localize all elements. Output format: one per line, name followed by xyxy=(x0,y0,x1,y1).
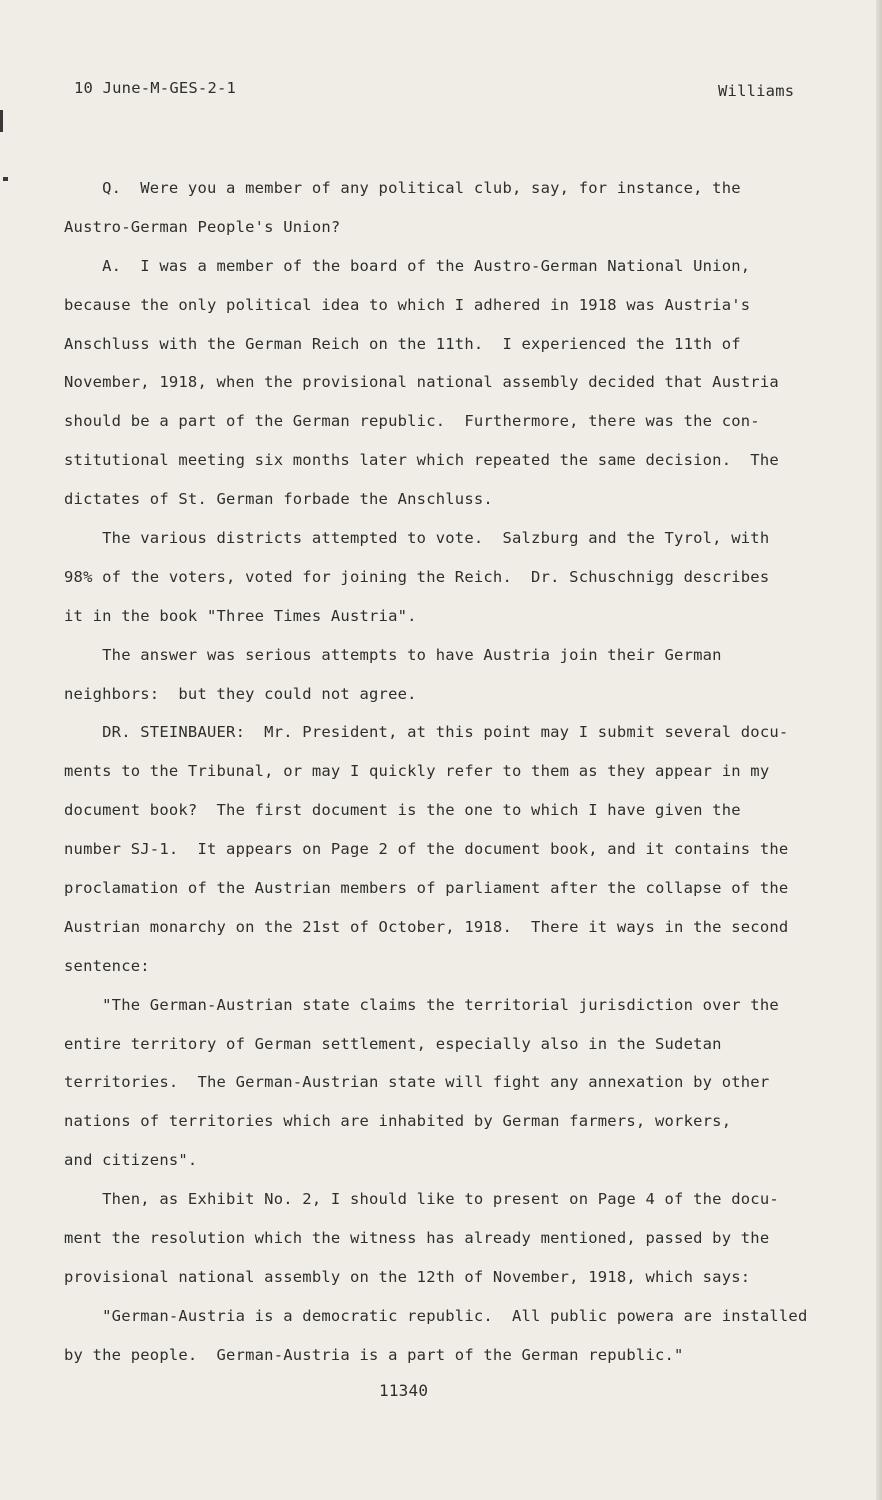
reporter-name: Williams xyxy=(718,82,795,100)
transcript-line: because the only political idea to which I adhered in 1918 was Austria's xyxy=(64,295,751,314)
transcript-line: stitutional meeting six months later which repeated the same decision. The xyxy=(64,451,779,470)
transcript-line: proclamation of the Austrian members of parliament after the collapse of the xyxy=(64,879,789,898)
transcript-line: "German-Austria is a democratic republic. All public powera are installed xyxy=(64,1306,808,1325)
transcript-line: and citizens". xyxy=(64,1151,198,1170)
transcript-line: Then, as Exhibit No. 2, I should like to present on Page 4 of the docu- xyxy=(64,1190,779,1209)
transcript-line: ments to the Tribunal, or may I quickly refer to them as they appear in my xyxy=(64,762,770,781)
transcript-line: by the people. German-Austria is a part of the German republic." xyxy=(64,1345,684,1364)
transcript-line: territories. The German-Austrian state will fight any annexation by other xyxy=(64,1073,770,1092)
page-number: 11340 xyxy=(379,1381,429,1400)
transcript-line: nations of territories which are inhabited by German farmers, workers, xyxy=(64,1112,732,1131)
transcript-line: Anschluss with the German Reich on the 11th. I experienced the 11th of xyxy=(64,334,741,353)
transcript-line: entire territory of German settlement, especially also in the Sudetan xyxy=(64,1034,722,1053)
transcript-line: The answer was serious attempts to have Austria join their German xyxy=(64,645,722,664)
binding-mark xyxy=(0,110,3,132)
transcript-line: Austro-German People's Union? xyxy=(64,217,341,236)
transcript-line: should be a part of the German republic. Furthermore, there was the con- xyxy=(64,412,760,431)
transcript-line: "The German-Austrian state claims the territorial jurisdiction over the xyxy=(64,995,779,1014)
transcript-line: DR. STEINBAUER: Mr. President, at this point may I submit several docu- xyxy=(64,723,789,742)
transcript-line: sentence: xyxy=(64,956,150,975)
transcript-line: The various districts attempted to vote. Salzburg and the Tyrol, with xyxy=(64,529,770,548)
transcript-line: ment the resolution which the witness has already mentioned, passed by the xyxy=(64,1229,770,1248)
document-reference: 10 June-M-GES-2-1 xyxy=(74,79,237,97)
transcript-line: document book? The first document is the one to which I have given the xyxy=(64,801,741,820)
transcript-line: November, 1918, when the provisional national assembly decided that Austria xyxy=(64,373,779,392)
transcript-line: it in the book "Three Times Austria". xyxy=(64,606,417,625)
transcript-line: number SJ-1. It appears on Page 2 of the document book, and it contains the xyxy=(64,840,789,859)
transcript-line: Q. Were you a member of any political club, say, for instance, the xyxy=(64,179,741,197)
transcript-line: neighbors: but they could not agree. xyxy=(64,684,417,703)
transcript-line: Austrian monarchy on the 21st of October, 1918. There it ways in the second xyxy=(64,917,789,936)
transcript-line: A. I was a member of the board of the Austro-German National Union, xyxy=(64,256,751,275)
transcript-line: provisional national assembly on the 12th of November, 1918, which says: xyxy=(64,1267,751,1286)
binding-mark-small xyxy=(3,177,8,181)
transcript-line: 98% of the voters, voted for joining the Reich. Dr. Schuschnigg describes xyxy=(64,567,770,586)
transcript-body xyxy=(64,174,824,1380)
transcript-line: dictates of St. German forbade the Anschluss. xyxy=(64,490,493,509)
